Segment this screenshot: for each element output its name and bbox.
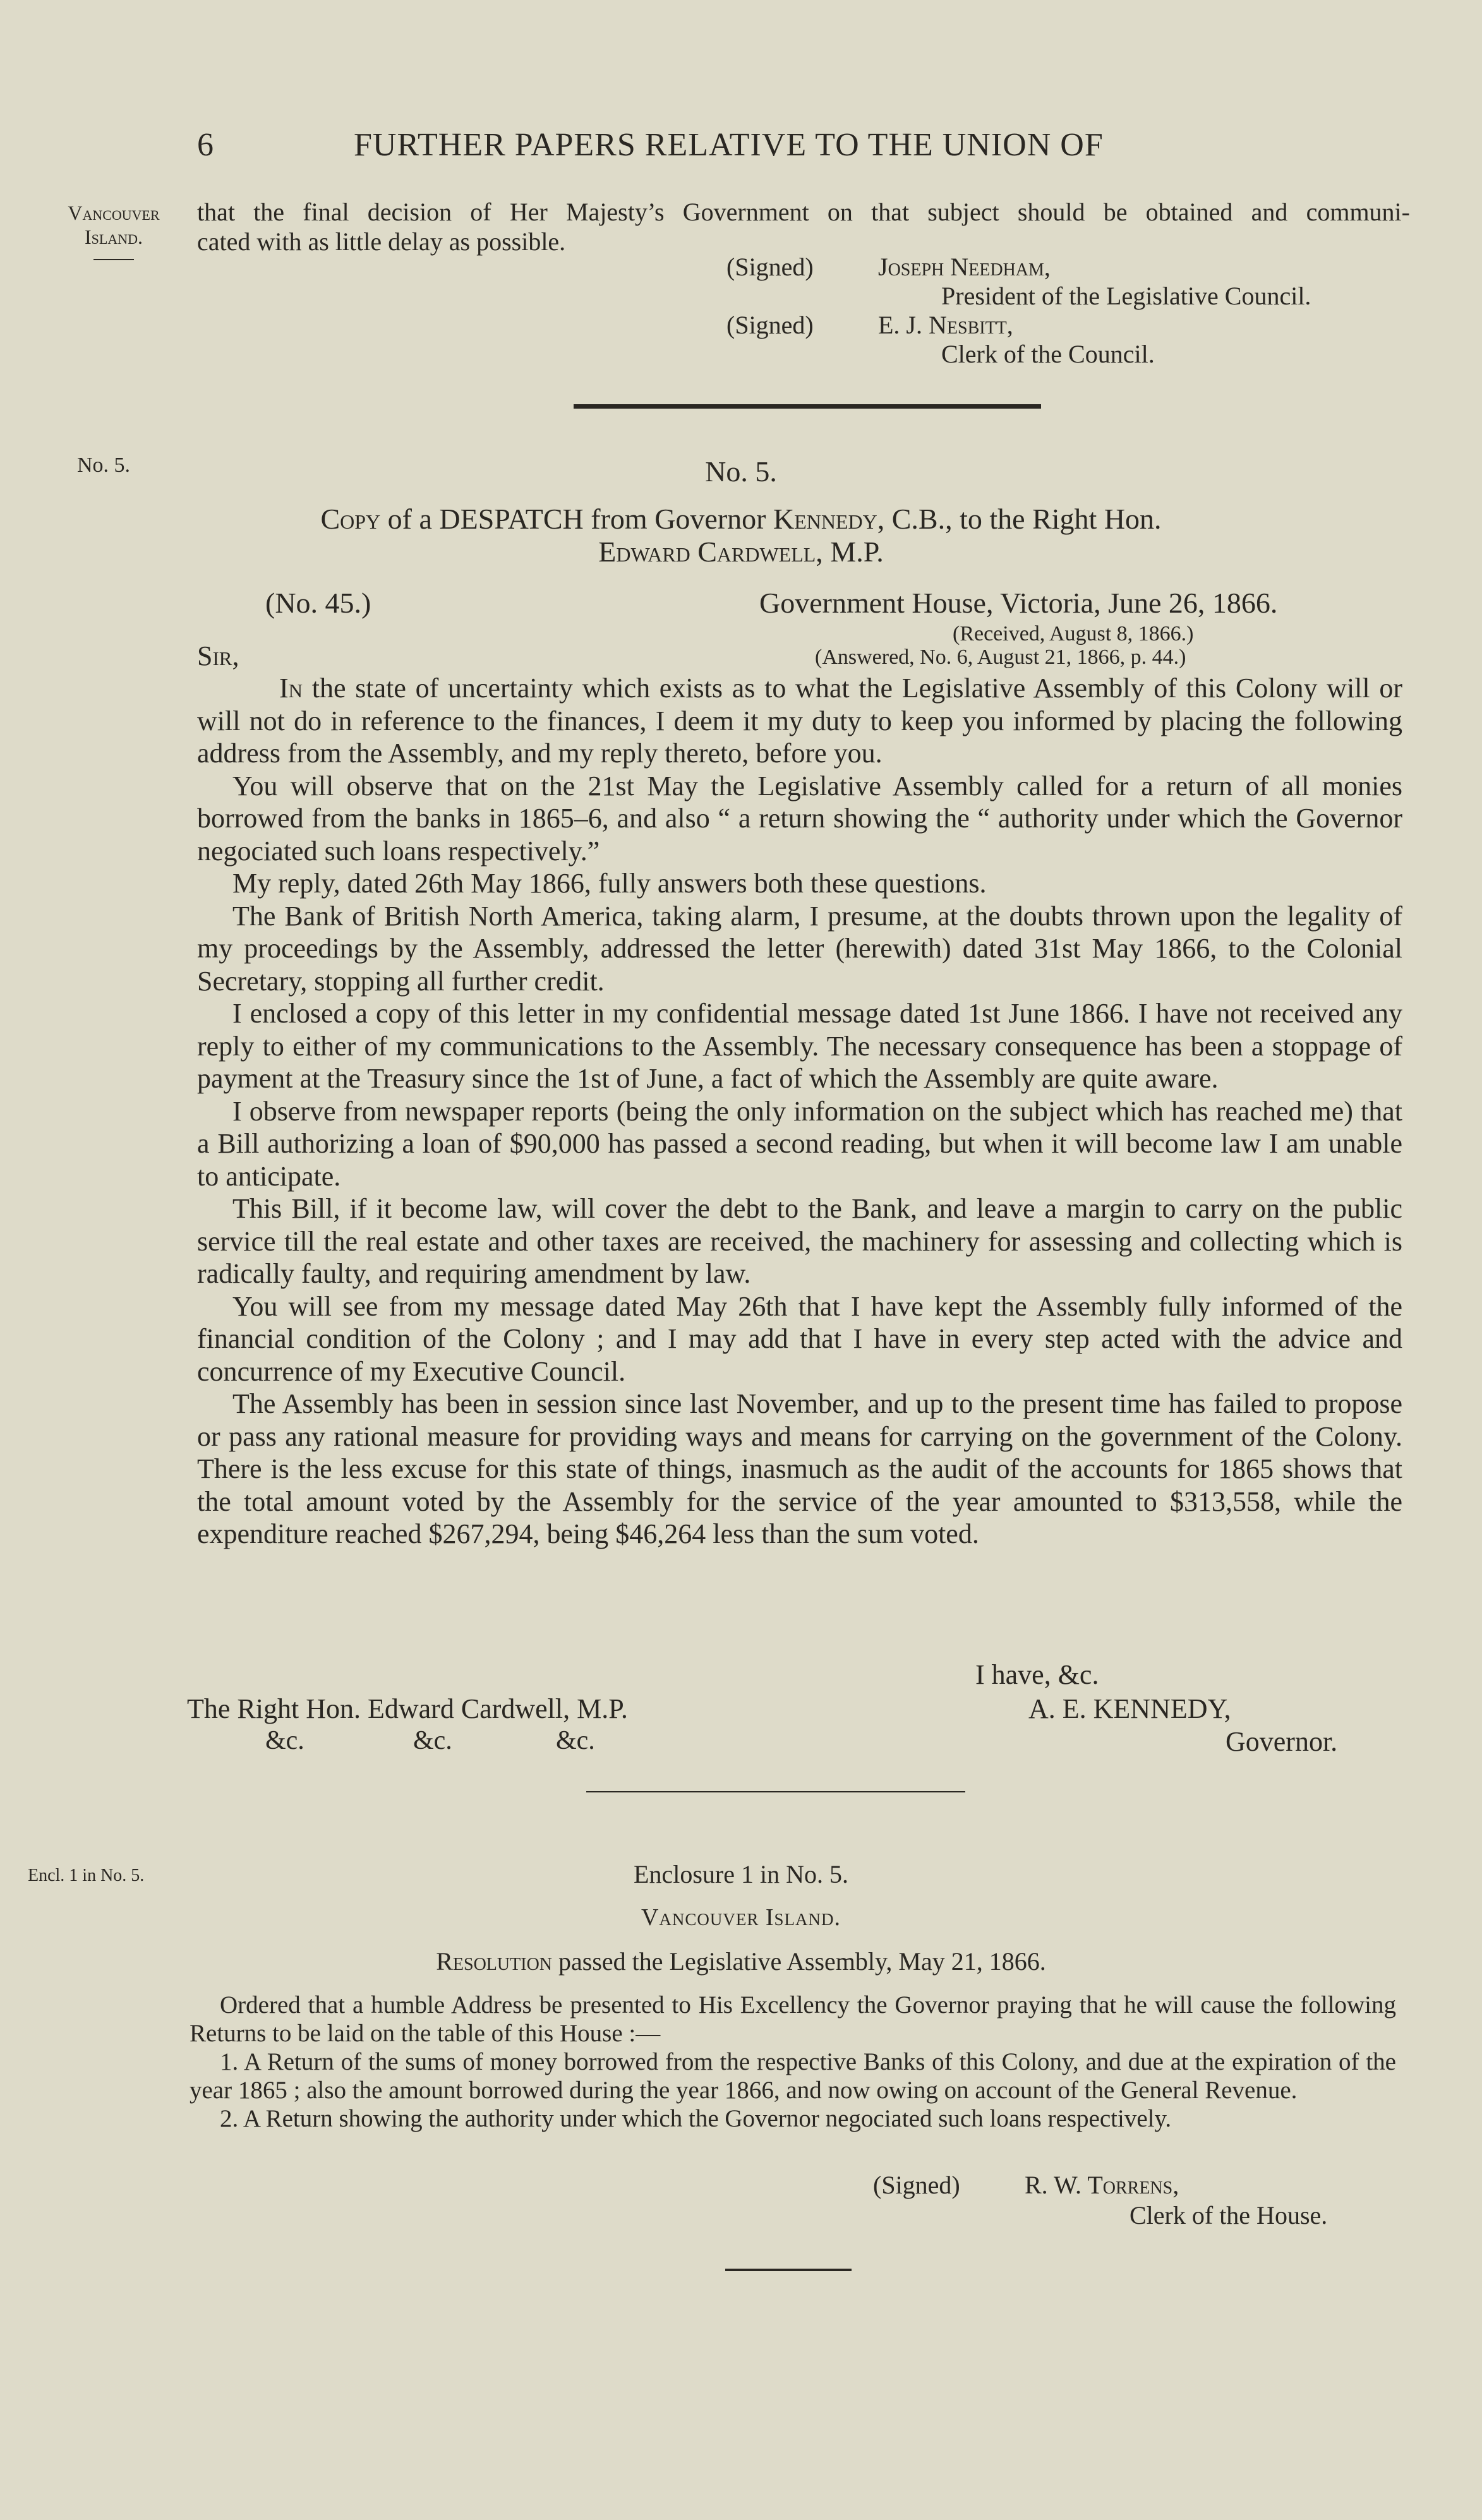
despatch-number: No. 5. xyxy=(705,455,777,488)
enclosure-paragraph: 1. A Return of the sums of money borrowed from the respective Banks of this Colony, and due at the expiration of the year 1865 ; also the amount borrowed during the year 1866, and now owing on account of the General Revenue. xyxy=(190,2048,1396,2104)
title-copy-word: Copy xyxy=(320,503,381,535)
first-word: In xyxy=(279,673,303,704)
despatch-paragraph: My reply, dated 26th May 1866, fully answers both these questions. xyxy=(232,868,987,899)
end-rule xyxy=(725,2269,852,2271)
enclosure-signed-label: (Signed) xyxy=(873,2171,960,2199)
previous-document-tail xyxy=(197,197,1410,256)
signed-label: (Signed) xyxy=(726,311,814,339)
despatch-place-date: Government House, Victoria, June 26, 1866. xyxy=(759,587,1278,619)
despatch-salutation: Sir, xyxy=(197,640,239,671)
margin-note-enclosure: Encl. 1 in No. 5. xyxy=(28,1866,145,1885)
despatch-paragraph: This Bill, if it become law, will cover the debt to the Bank, and leave a margin to carry on the public service till the real estate and other taxes are received, the machinery for assessing and collecting which is radically faulty, and requiring amendment by law. xyxy=(197,1193,1402,1289)
signature-row xyxy=(726,311,1421,340)
etc-1: &c. xyxy=(265,1726,304,1755)
despatch-paragraph: The Assembly has been in session since last November, and up to the present time has failed to propose or pass any rational measure for providing ways and means for carrying on the government of the Colony. There is the less excuse for this state of things, inasmuch as the audit of the accounts for 1865 shows that the total amount voted by the Assembly for the service of the year amounted to $313,558, while the expenditure reached $267,294, being $46,264 less than the sum voted. xyxy=(197,1388,1402,1549)
enclosure-signer-title: Clerk of the House. xyxy=(1130,2201,1328,2229)
section-divider-thin xyxy=(586,1791,965,1792)
signatory-name: Joseph Needham, xyxy=(878,253,1051,281)
margin-note-doc-number: No. 5. xyxy=(77,453,131,477)
title-part: , C.B., to the Right Hon. xyxy=(877,503,1162,535)
enclosure-heading: Enclosure 1 in No. 5. xyxy=(634,1860,848,1888)
prev-tail-line-1: that the final decision of Her Majesty’s Government on that subject should be obtained and communi- xyxy=(197,198,1410,226)
signed-label: (Signed) xyxy=(726,253,814,281)
signatory-title: Clerk of the Council. xyxy=(941,340,1155,368)
despatch-received: (Received, August 8, 1866.) xyxy=(953,622,1194,645)
despatch-paragraph: You will see from my message dated May 26th that I have kept the Assembly fully informed of the financial condition of the Colony ; and I may add that I have in every step acted with the advice and concurrence of my Executive Council. xyxy=(197,1290,1402,1387)
despatch-paragraph: The Bank of British North America, taking alarm, I presume, at the doubts thrown upon the legality of my proceedings by the Assembly, addressed the letter (herewith) dated 31st May 1866, to the Colonial Secretary, stopping all further credit. xyxy=(197,900,1402,997)
despatch-addressee: The Right Hon. Edward Cardwell, M.P. xyxy=(187,1693,628,1724)
margin-colony-line2: Island. xyxy=(85,225,143,248)
despatch-signer: A. E. KENNEDY, xyxy=(1028,1693,1231,1724)
margin-colony-line1: Vancouver xyxy=(68,201,160,224)
running-title: FURTHER PAPERS RELATIVE TO THE UNION OF xyxy=(354,127,1104,163)
despatch-closing: I have, &c. xyxy=(975,1659,1099,1690)
previous-document-signatures xyxy=(726,253,1421,369)
despatch-ref-number: (No. 45.) xyxy=(265,587,371,619)
page-number: 6 xyxy=(197,127,214,163)
enclosure-colony: Vancouver Island. xyxy=(641,1904,841,1931)
despatch-title-line-2: Edward Cardwell, M.P. xyxy=(598,536,884,568)
enclosure-paragraph: 2. A Return showing the authority under which the Governor negociated such loans respectively. xyxy=(220,2105,1172,2132)
title-part: of a DESPATCH from Governor xyxy=(380,503,773,535)
margin-dash xyxy=(93,259,134,260)
signature-row xyxy=(726,253,1421,282)
despatch-signer-title: Governor. xyxy=(1226,1726,1338,1757)
enclosure-signer: R. W. Torrens, xyxy=(1025,2171,1179,2199)
paragraph-text: the state of uncertainty which exists as to what the Legislative Assembly of this Colony will or will not do in reference to the finances, I deem it my duty to keep you informed by placing the following address from the Assembly, and my reply thereto, before you. xyxy=(197,673,1402,769)
despatch-paragraph: I enclosed a copy of this letter in my confidential message dated 1st June 1866. I have not received any reply to either of my communications to the Assembly. The necessary consequence has been a stoppage of payment at the Treasury since the 1st of June, a fact of which the Assembly are quite aware. xyxy=(197,998,1402,1094)
title-governor-name: Kennedy xyxy=(773,503,877,535)
despatch-answered: (Answered, No. 6, August 21, 1866, p. 44.) xyxy=(815,645,1186,669)
enclosure-paragraph: Ordered that a humble Address be presented to His Excellency the Governor praying that he will cause the following Returns to be laid on the table of this House :— xyxy=(190,1991,1396,2047)
enclosure-body xyxy=(190,1991,1396,2133)
section-divider-thick xyxy=(574,404,1041,409)
despatch-body xyxy=(197,672,1402,1551)
despatch-paragraph: I observe from newspaper reports (being the only information on the subject which has reached me) that a Bill authorizing a loan of $90,000 has passed a second reading, but when it will become law I am unable to anticipate. xyxy=(197,1095,1402,1192)
margin-note-colony xyxy=(44,201,183,260)
prev-tail-line-2: cated with as little delay as possible. xyxy=(197,227,566,256)
signatory-title: President of the Legislative Council. xyxy=(941,282,1311,310)
despatch-title xyxy=(0,503,1482,568)
enclosure-resolution-title xyxy=(0,1947,1482,1976)
despatch-title-line-1 xyxy=(0,503,1482,536)
etc-2: &c. xyxy=(413,1726,452,1755)
resolution-word: Resolution xyxy=(436,1947,553,1976)
etc-3: &c. xyxy=(556,1726,595,1755)
despatch-paragraph: You will observe that on the 21st May the Legislative Assembly called for a return of all monies borrowed from the banks in 1865–6, and also “ a return showing the “ authority under which the Governor negociated such loans respectively.” xyxy=(197,770,1402,867)
signatory-name: E. J. Nesbitt, xyxy=(878,311,1013,339)
despatch-paragraph xyxy=(197,672,1402,770)
resolution-rest: passed the Legislative Assembly, May 21, 1866. xyxy=(552,1947,1046,1976)
